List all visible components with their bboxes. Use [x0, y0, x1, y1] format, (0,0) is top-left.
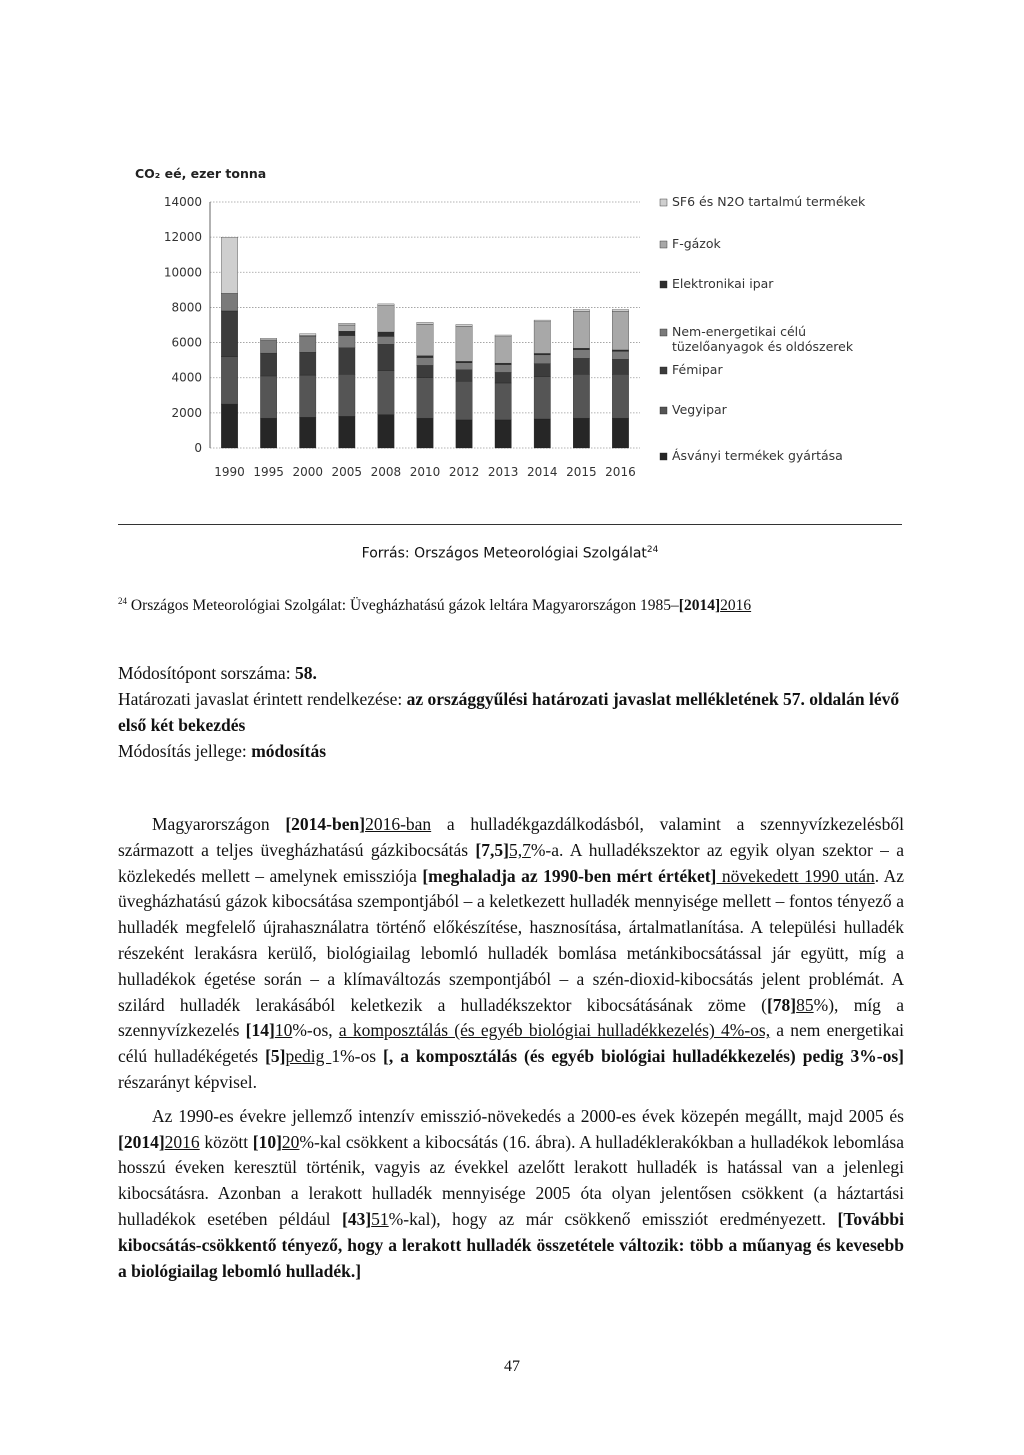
amendment-provision: Határozati javaslat érintett rendelkezése: az országgyűlési határozati javaslat mellékletének 57. oldalán lévő első két bekezdés — [118, 689, 900, 735]
y-tick-labels — [164, 195, 202, 455]
bar-segment — [339, 416, 355, 448]
bar-segment — [339, 323, 355, 325]
bar-segment — [573, 310, 589, 312]
legend-swatch — [660, 453, 667, 460]
bar-segment — [495, 372, 511, 383]
paragraph-1: Magyarországon [2014-ben]2016-ban a hulladékgazdálkodásból, valamint a szennyvízkezelésből származott a teljes üvegházhatású gázkibocsátás [7,5]5,7%-a. A hulladékszektor az egyik olyan szektor – a közlekedés mellett – amelynek emissziója [meghaladja az 1990-ben mért értéket] növekedett 1990 után. Az üvegházhatású gázok kibocsátása szempontjából – a keletkezett hulladék mennyisége mellett – fontos tényező a hulladék megfelelő újrahasználatra történő előkészítése, hasznosítása, ártalmatlanítása. A települési hulladék részeként lerakásra kerülő, biológiailag lebomló hulladék bomlása metánkibocsátással jár együtt, míg a hulladékok égetése során – a klímaváltozás szempontjából – a szén-dioxid-kibocsátás jelent problémát. A szilárd hulladék lerakásából keletkezik a hulladékszektor kibocsátásának zöme ([78]85%), míg a szennyvízkezelés [14]10%-os, a komposztálás (és egyéb biológiai hulladékkezelés) 4%-os, a nem energetikai célú hulladékégetés [5]pedig 1%-os [, a komposztálás (és egyéb biológiai hulladékkezelés) pedig 3%-os] részarányt képvisel. — [118, 814, 905, 1092]
y-tick-label: 8000 — [171, 300, 202, 315]
legend-swatch — [660, 281, 667, 288]
bar-segment — [612, 359, 628, 374]
bar-segment — [612, 351, 628, 359]
amendment-type: Módosítás jellege: módosítás — [118, 741, 327, 761]
chart-legend — [660, 194, 866, 463]
bar-segment — [378, 336, 394, 344]
bar-segment — [417, 324, 433, 356]
bar-segment — [300, 336, 316, 352]
bar-segment — [456, 370, 472, 381]
bar-segment — [573, 348, 589, 349]
y-tick-label: 2000 — [171, 405, 202, 420]
bar-segment — [339, 348, 355, 374]
bar-segment — [378, 304, 394, 306]
x-tick-label: 2008 — [370, 465, 402, 479]
legend-swatch — [660, 199, 667, 206]
bar-segment — [573, 418, 589, 448]
bar-segment — [300, 375, 316, 417]
legend-swatch — [660, 407, 667, 414]
bar-segment — [378, 332, 394, 336]
bar-segment — [612, 350, 628, 351]
bar-segment — [260, 418, 276, 448]
bar-segment — [534, 353, 550, 354]
bar-segment — [573, 350, 589, 359]
bar-segment — [495, 337, 511, 363]
y-tick-label: 6000 — [171, 335, 202, 350]
paragraph-2: Az 1990-es évekre jellemző intenzív emisszió-növekedés a 2000-es évek közepén megállt, majd 2005 és [2014]2016 között [10]20%-kal csökkent a kibocsátás (16. ábra). A hulladéklerakókban a hulladékok lebomlása hosszú éveken keresztül történik, vagyis az évekkel azelőtt lerakott hulladék is hatással van a jelenlegi kibocsátásra. Azonban a lerakott hulladék mennyisége 2005 óta olyan jelentősen csökkent (a háztartási hulladékok esetében például [43]51%-kal), hogy az már csökkenő emissziót eredményezett. [További kibocsátás-csökkentő tényező, hogy a lerakott hulladék összetétele változik: több a műanyag és kevesebb a biológiailag lebomló hulladék.] — [118, 1105, 904, 1281]
y-tick-label: 0 — [194, 441, 202, 455]
bar-segment — [495, 383, 511, 420]
legend-label: Nem-energetikai célú tüzelőanyagok és oldószerek — [672, 324, 854, 354]
bar-segment — [534, 355, 550, 364]
bar-segment — [300, 417, 316, 448]
bar-segment — [221, 311, 237, 357]
bar-segment — [221, 404, 237, 448]
bar-segment — [260, 340, 276, 353]
bar-segment — [417, 418, 433, 448]
legend-swatch — [660, 329, 667, 336]
bar-segment — [573, 358, 589, 374]
y-axis-label: CO₂ eé, ezer tonna — [135, 166, 267, 181]
y-tick-label: 10000 — [163, 265, 202, 280]
bar-segment — [456, 324, 472, 326]
legend-label: Fémipar — [672, 362, 723, 377]
bar-segment — [495, 335, 511, 337]
bar-segment — [260, 376, 276, 418]
x-tick-label: 2010 — [409, 465, 441, 479]
bar-segment — [612, 310, 628, 312]
bar-segment — [221, 357, 237, 404]
bar-segment — [300, 334, 316, 336]
bar-segment — [456, 326, 472, 361]
bar-segment — [534, 322, 550, 354]
body-text — [118, 812, 904, 1292]
bar-segment — [495, 365, 511, 373]
bar-segment — [417, 358, 433, 366]
y-tick-label: 4000 — [171, 370, 202, 385]
bar-segment — [339, 331, 355, 335]
bar-segment — [378, 371, 394, 415]
bar-segment — [612, 374, 628, 418]
x-tick-labels — [214, 465, 635, 479]
bar-segment — [260, 353, 276, 376]
amendment-header — [118, 660, 904, 764]
bar-segment — [417, 378, 433, 418]
bar-segment — [456, 381, 472, 420]
bar-segment — [339, 336, 355, 348]
legend-label: Elektronikai ipar — [672, 276, 774, 291]
x-tick-label: 2014 — [526, 465, 558, 479]
x-tick-label: 1990 — [214, 465, 245, 479]
bar-segment — [339, 325, 355, 331]
x-tick-label: 2013 — [487, 465, 519, 479]
figure-source: Forrás: Országos Meteorológiai Szolgálat$^{24}$ — [118, 524, 902, 562]
legend-label: Vegyipar — [672, 402, 727, 417]
legend-label: F-gázok — [672, 236, 721, 251]
y-tick-label: 12000 — [163, 230, 202, 245]
bar-segment — [456, 420, 472, 448]
bar-segment — [495, 363, 511, 364]
x-tick-label: 2012 — [448, 465, 480, 479]
bar-segment — [612, 311, 628, 350]
bar-segment — [534, 377, 550, 419]
legend-swatch — [660, 241, 667, 248]
bar-segment — [221, 237, 237, 293]
bar-segment — [378, 415, 394, 448]
legend-label: SF6 és N2O tartalmú termékek — [672, 194, 866, 209]
x-tick-label: 2005 — [331, 465, 363, 479]
bar-segment — [456, 361, 472, 362]
bar-segment — [612, 418, 628, 448]
emissions-stacked-bar-chart — [130, 160, 930, 500]
footnote: $^{24}$ Országos Meteorológiai Szolgálat: Üvegházhatású gázok leltára Magyarországon 1985–[2014]2016 — [118, 596, 752, 615]
bar-segment — [573, 311, 589, 348]
y-tick-label: 14000 — [163, 195, 202, 209]
bar-segment — [456, 363, 472, 370]
bar-segment — [534, 419, 550, 448]
bar-segment — [417, 365, 433, 377]
x-tick-label: 2000 — [292, 465, 324, 479]
bar-segment — [378, 344, 394, 370]
bar-segment — [417, 356, 433, 358]
bar-segment — [300, 352, 316, 375]
bar-segment — [260, 338, 276, 340]
legend-label: Ásványi termékek gyártása — [672, 448, 843, 463]
bar-segment — [534, 320, 550, 322]
bar-segment — [495, 420, 511, 448]
legend-swatch — [660, 367, 667, 374]
bar-segment — [221, 293, 237, 311]
x-tick-label: 2016 — [605, 465, 636, 479]
bar-segment — [339, 374, 355, 416]
x-tick-label: 2015 — [566, 465, 597, 479]
amendment-number: Módosítópont sorszáma: 58. — [118, 663, 317, 683]
bar-segment — [573, 374, 589, 418]
x-tick-label: 1995 — [253, 465, 284, 479]
bar-segment — [534, 364, 550, 377]
bar-segment — [378, 306, 394, 332]
page-number: 47 — [504, 1358, 520, 1375]
bar-segment — [417, 322, 433, 324]
